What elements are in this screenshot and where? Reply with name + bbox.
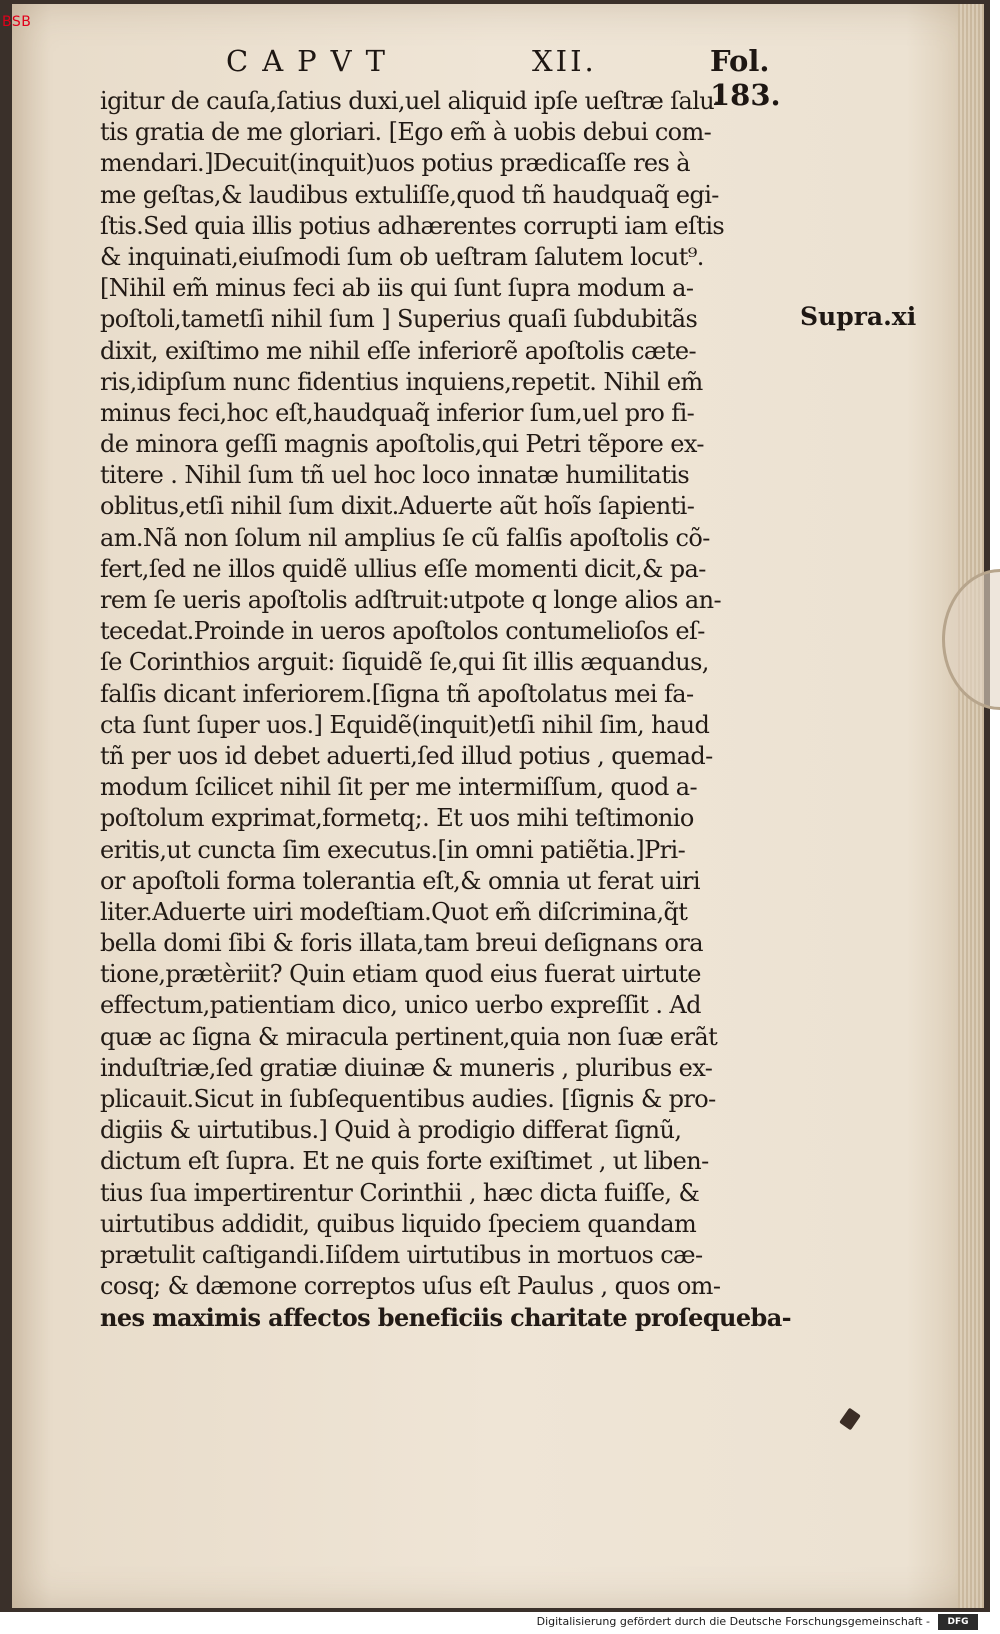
text-line: tñ per uos id debet aduerti,ſed illud potius , quemad- (100, 741, 713, 770)
text-line: eritis,ut cuncta ſim executus.[in omni patiẽtia.]Pri- (100, 835, 686, 864)
text-line: oblitus,etſi nihil ſum dixit.Aduerte aũt hoĩs ſapienti- (100, 492, 695, 521)
text-line: mendari.]Decuit(inquit)uos potius prædicaſſe res à (100, 149, 690, 178)
text-line: cosq; & dæmone correptos uſus eſt Paulus , quos om- (100, 1272, 721, 1301)
text-line: ſe Corinthios arguit: ſiquidẽ ſe,qui ſit illis æquandus, (100, 648, 709, 677)
page-edge (958, 4, 984, 1608)
library-mark: BSB (2, 14, 32, 30)
text-line: bella domi ſibi & foris illata,tam breui deſignans ora (100, 929, 703, 958)
text-line: cta ſunt ſuper uos.] Equidẽ(inquit)etſi nihil ſim, haud (100, 710, 710, 739)
running-head-chapter: XII. (532, 44, 597, 78)
text-block (100, 86, 800, 1334)
text-line: poſtoli,tametſi nihil ſum ] Superius quaſi ſubdubitãs (100, 305, 698, 334)
dfg-logo-icon: DFG (938, 1614, 978, 1630)
text-line: tecedat.Proinde in ueros apoſtolos contumelioſos eſ- (100, 617, 705, 646)
funding-credit: Digitalisierung gefördert durch die Deutsche Forschungsgemeinschaft - (536, 1615, 930, 1628)
text-line: minus feci,hoc eſt,haudquaq̃ inferior ſum,uel pro fi- (100, 398, 695, 427)
text-line: igitur de cauſa,ſatius duxi,uel aliquid ipſe ueſtræ ſalu- (100, 87, 722, 115)
text-line: fert,ſed ne illos quidẽ ullius eſſe momenti dicit,& pa- (100, 554, 706, 583)
text-line: ris,idipſum nunc fidentius inquiens,repetit. Nihil em̃ (100, 367, 703, 396)
text-line: tione,prætèriit? Quin etiam quod eius fuerat uirtute (100, 960, 701, 989)
text-line: nes maximis affectos beneficiis charitate proſequeba- (100, 1303, 792, 1333)
text-line: rem ſe ueris apoſtolis adſtruit:utpote q longe alios an- (100, 586, 721, 614)
text-line: quæ ac ſigna & miracula pertinent,quia non ſuæ erãt (100, 1022, 718, 1051)
text-line: digiis & uirtutibus.] Quid à prodigio differat ſignũ, (100, 1116, 682, 1145)
text-line: effectum,patientiam dico, unico uerbo expreſſit . Ad (100, 991, 701, 1020)
text-line: dixit, exiſtimo me nihil eſſe inferiorẽ apoſtolis cæte- (100, 336, 697, 365)
digitization-footer (0, 1612, 1000, 1634)
text-line: [Nihil em̃ minus feci ab iis qui ſunt ſupra modum a- (100, 274, 694, 303)
folio-number: Fol. 183. (710, 44, 781, 112)
text-line: poſtolum exprimat,formetq;. Et uos mihi teſtimonio (100, 804, 694, 833)
text-line: uirtutibus addidit, quibus liquido ſpeciem quandam (100, 1209, 697, 1238)
running-head-title: CAPVT (226, 44, 399, 78)
text-line: or apoſtoli forma tolerantia eſt,& omnia ut ferat uiri (100, 866, 700, 895)
text-line: plicauit.Sicut in ſubſequentibus audies. [ſignis & pro- (100, 1085, 716, 1113)
text-line: liter.Aduerte uiri modeſtiam.Quot em̃ diſcrimina,q̃t (100, 897, 688, 926)
margin-note: Supra.xi (800, 302, 917, 331)
text-line: induſtriæ,ſed gratiæ diuinæ & muneris , pluribus ex- (100, 1053, 713, 1082)
text-line: & inquinati,eiuſmodi ſum ob ueſtram ſalutem locut⁹. (100, 242, 704, 271)
text-line: titere . Nihil ſum tñ uel hoc loco innatæ humilitatis (100, 461, 690, 490)
text-line: dictum eſt ſupra. Et ne quis forte exiſtimet , ut liben- (100, 1147, 709, 1176)
page-tab-arc (942, 569, 1000, 710)
text-line: prætulit caſtigandi.Iiſdem uirtutibus in mortuos cæ- (100, 1240, 703, 1269)
text-line: de minora geſſi magnis apoſtolis,qui Petri tẽpore ex- (100, 430, 704, 459)
text-line: am.Nã non ſolum nil amplius ſe cũ falſis apoſtolis cõ- (100, 523, 710, 552)
text-line: tius ſua impertirentur Corinthii , hæc dicta fuiſſe, & (100, 1178, 700, 1207)
text-line: me geſtas,& laudibus extuliſſe,quod tñ haudquaq̃ egi- (100, 180, 719, 209)
text-line: tis gratia de me gloriari. [Ego em̃ à uobis debui com- (100, 118, 712, 147)
text-line: modum ſcilicet nihil ſit per me intermiſſum, quod a- (100, 773, 697, 802)
text-line: falſis dicant inferiorem.[ſigna tñ apoſtolatus mei fa- (100, 679, 694, 708)
text-line: ſtis.Sed quia illis potius adhærentes corrupti iam eſtis (100, 211, 725, 240)
